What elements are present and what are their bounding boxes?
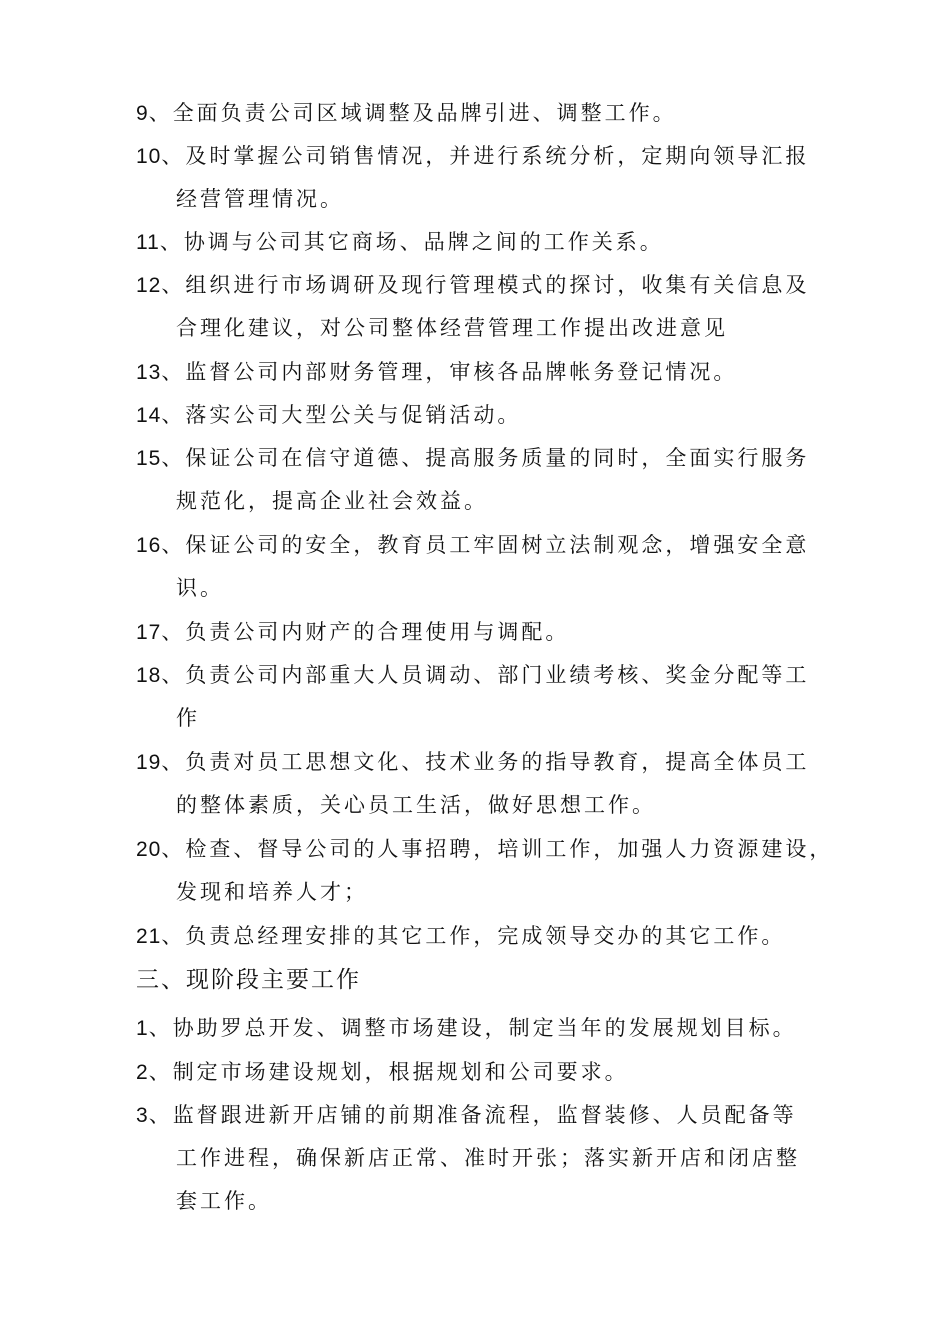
list-item xyxy=(136,437,848,523)
list-item xyxy=(136,92,848,135)
item-text: 监督公司内部财务管理，审核各品牌帐务登记情况。 xyxy=(185,360,738,384)
item-separator: 、 xyxy=(148,1016,173,1040)
item-separator: 、 xyxy=(148,1060,173,1084)
list-item xyxy=(136,221,848,264)
item-text: 监督跟进新开店铺的前期准备流程，监督装修、人员配备等 xyxy=(172,1103,797,1127)
list-item xyxy=(136,1051,848,1094)
item-number: 9 xyxy=(136,102,149,125)
list-item xyxy=(136,524,848,610)
item-number: 1 xyxy=(136,1017,149,1040)
item-number: 14 xyxy=(136,404,162,427)
item-text: 负责总经理安排的其它工作，完成领导交办的其它工作。 xyxy=(185,924,786,948)
item-text: 保证公司的安全，教育员工牢固树立法制观念，增强安全意 xyxy=(185,533,810,557)
item-number: 3 xyxy=(136,1104,149,1127)
item-separator: 、 xyxy=(161,837,186,861)
item-text-continued: 工作进程，确保新店正常、准时开张；落实新开店和闭店整 xyxy=(176,1146,800,1170)
item-text: 制定市场建设规划，根据规划和公司要求。 xyxy=(172,1060,629,1084)
item-text: 负责公司内财产的合理使用与调配。 xyxy=(185,620,570,644)
item-separator: 、 xyxy=(148,101,173,125)
list-item xyxy=(136,264,848,350)
list-item xyxy=(136,741,848,827)
item-number: 21 xyxy=(136,925,162,948)
item-separator: 、 xyxy=(161,620,186,644)
item-number: 20 xyxy=(136,838,162,861)
item-separator: 、 xyxy=(148,1103,173,1127)
item-text-continued: 的整体素质，关心员工生活，做好思想工作。 xyxy=(176,793,656,817)
item-number: 13 xyxy=(136,361,162,384)
item-separator: 、 xyxy=(161,750,186,774)
list-item xyxy=(136,611,848,654)
section-heading: 三、现阶段主要工作 xyxy=(136,967,361,993)
list-item xyxy=(136,915,848,958)
list-item xyxy=(136,135,848,221)
item-separator: 、 xyxy=(161,446,186,470)
item-separator: 、 xyxy=(159,230,184,254)
item-text: 负责对员工思想文化、技术业务的指导教育，提高全体员工 xyxy=(185,750,810,774)
item-separator: 、 xyxy=(161,663,186,687)
item-number: 2 xyxy=(136,1061,149,1084)
list-item xyxy=(136,394,848,437)
item-text: 保证公司在信守道德、提高服务质量的同时，全面实行服务 xyxy=(185,446,810,470)
list-item xyxy=(136,654,848,740)
item-text-continued: 合理化建议，对公司整体经营管理工作提出改进意见 xyxy=(176,316,728,340)
list-item xyxy=(136,828,848,914)
item-text: 组织进行市场调研及现行管理模式的探讨，收集有关信息及 xyxy=(185,273,810,297)
item-text: 落实公司大型公关与促销活动。 xyxy=(185,403,522,427)
item-text: 全面负责公司区域调整及品牌引进、调整工作。 xyxy=(172,101,677,125)
item-text-continued: 规范化，提高企业社会效益。 xyxy=(176,489,488,513)
item-separator: 、 xyxy=(161,360,186,384)
item-text-continued: 经营管理情况。 xyxy=(176,187,344,211)
item-separator: 、 xyxy=(161,924,186,948)
item-text-continued: 发现和培养人才； xyxy=(176,880,368,904)
item-number: 17 xyxy=(136,621,162,644)
item-text-continued: 识。 xyxy=(176,576,224,600)
item-number: 15 xyxy=(136,447,162,470)
item-text: 协助罗总开发、调整市场建设，制定当年的发展规划目标。 xyxy=(172,1016,797,1040)
item-number: 18 xyxy=(136,664,162,687)
item-text: 及时掌握公司销售情况，并进行系统分析，定期向领导汇报 xyxy=(185,144,810,168)
item-separator: 、 xyxy=(161,533,186,557)
list-item xyxy=(136,1094,848,1223)
item-number: 11 xyxy=(136,231,160,254)
item-text: 负责公司内部重大人员调动、部门业绩考核、奖金分配等工 xyxy=(185,663,810,687)
item-number: 10 xyxy=(136,145,162,168)
item-number: 16 xyxy=(136,534,162,557)
list-item xyxy=(136,1007,848,1050)
item-text-continued: 作 xyxy=(176,706,200,730)
item-separator: 、 xyxy=(161,403,186,427)
item-number: 12 xyxy=(136,274,162,297)
item-separator: 、 xyxy=(161,144,186,168)
item-text: 检查、督导公司的人事招聘，培训工作，加强人力资源建设， xyxy=(185,837,834,861)
item-text-continued: 套工作。 xyxy=(176,1189,272,1213)
item-separator: 、 xyxy=(161,273,186,297)
item-number: 19 xyxy=(136,751,162,774)
item-text: 协调与公司其它商场、品牌之间的工作关系。 xyxy=(183,230,664,254)
list-item xyxy=(136,351,848,394)
